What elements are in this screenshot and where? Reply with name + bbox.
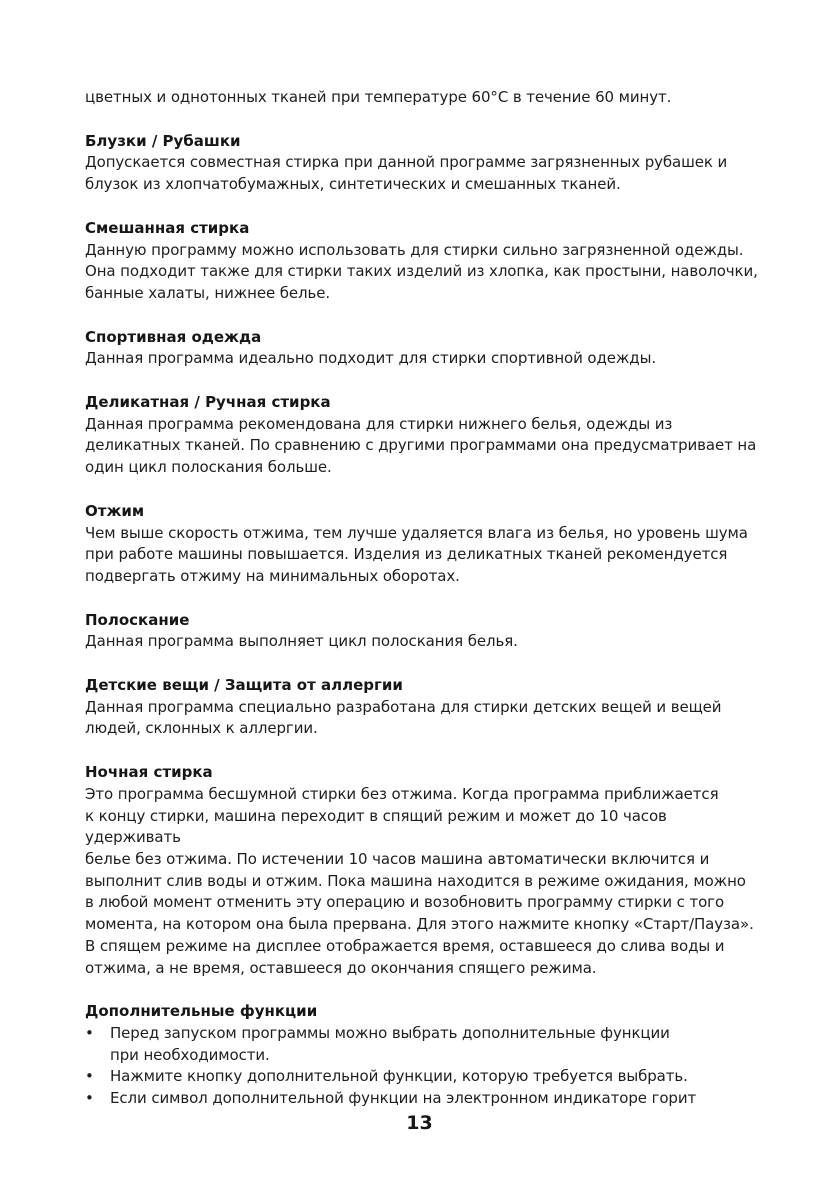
section-heading: Блузки / Рубашки bbox=[85, 131, 241, 150]
section-baby-care-allergy bbox=[85, 675, 765, 740]
section-heading: Спортивная одежда bbox=[85, 327, 262, 346]
section-heading: Дополнительные функции bbox=[85, 1002, 318, 1021]
list-item bbox=[85, 1066, 765, 1088]
section-body: Данная программа идеально подходит для стирки спортивной одежды. bbox=[85, 349, 656, 368]
bullet-icon: • bbox=[85, 1023, 94, 1042]
section-rinse bbox=[85, 610, 765, 653]
section-delicate-hand-wash bbox=[85, 392, 765, 479]
section-body: Данная программа рекомендована для стирки нижнего белья, одежды из деликатных тканей. По сравнению с другими программами она предусматривает на один цикл полоскания больше. bbox=[85, 414, 757, 477]
list-item-text: Нажмите кнопку дополнительной функции, которую требуется выбрать. bbox=[110, 1067, 688, 1086]
section-heading: Ночная стирка bbox=[85, 763, 213, 782]
section-body: Данную программу можно использовать для стирки сильно загрязненной одежды. Она подходит также для стирки таких изделий из хлопка, как простыни, наволочки, банные халаты, нижнее белье. bbox=[85, 240, 758, 302]
section-heading: Отжим bbox=[85, 501, 145, 520]
section-heading: Полоскание bbox=[85, 610, 190, 629]
section-heading: Смешанная стирка bbox=[85, 218, 250, 237]
list-item-text: Перед запуском программы можно выбрать дополнительные функции при необходимости. bbox=[110, 1023, 670, 1064]
list-item bbox=[85, 1088, 765, 1110]
section-mixed-wash bbox=[85, 218, 765, 305]
section-body: Чем выше скорость отжима, тем лучше удаляется влага из белья, но уровень шума при работе машины повышается. Изделия из деликатных тканей рекомендуется подвергать отжиму на минимальных оборотах. bbox=[85, 523, 748, 585]
section-heading: Детские вещи / Защита от аллергии bbox=[85, 676, 403, 695]
page-number: 13 bbox=[406, 1112, 433, 1134]
manual-page-content bbox=[85, 87, 765, 1110]
section-sportswear bbox=[85, 327, 765, 370]
section-blouses-shirts bbox=[85, 131, 765, 196]
section-body: Это программа бесшумной стирки без отжима. Когда программа приближается к концу стирки, машина переходит в спящий режим и может до 10 часов удерживать белье без отжима. По истечении 10 часов машина автоматически включится и выполнит слив воды и отжим. Пока машина находится в режиме ожидания, можно в любой момент отменить эту операцию и возобновить программу стирки с того момента, на котором она была прервана. Для этого нажмите кнопку «Старт/Пауза». В спящем режиме на дисплее отображается время, оставшееся до слива воды и отжима, а не время, оставшееся до окончания спящего режима. bbox=[85, 784, 754, 977]
list-item-text: Если символ дополнительной функции на электронном индикаторе горит bbox=[110, 1089, 697, 1108]
section-body: Допускается совместная стирка при данной программе загрязненных рубашек и блузок из хлопчатобумажных, синтетических и смешанных тканей. bbox=[85, 153, 728, 194]
bullet-list bbox=[85, 1023, 765, 1110]
list-item bbox=[85, 1023, 765, 1066]
bullet-icon: • bbox=[85, 1067, 94, 1086]
section-body: Данная программа выполняет цикл полоскания белья. bbox=[85, 632, 518, 651]
section-heading: Деликатная / Ручная стирка bbox=[85, 393, 331, 412]
bullet-icon: • bbox=[85, 1089, 94, 1108]
section-night-wash bbox=[85, 762, 765, 979]
section-body: Данная программа специально разработана для стирки детских вещей и вещей людей, склонных к аллергии. bbox=[85, 697, 722, 738]
intro-paragraph: цветных и однотонных тканей при температуре 60°С в течение 60 минут. bbox=[85, 88, 672, 106]
section-spin bbox=[85, 501, 765, 588]
section-extra-functions bbox=[85, 1001, 765, 1110]
